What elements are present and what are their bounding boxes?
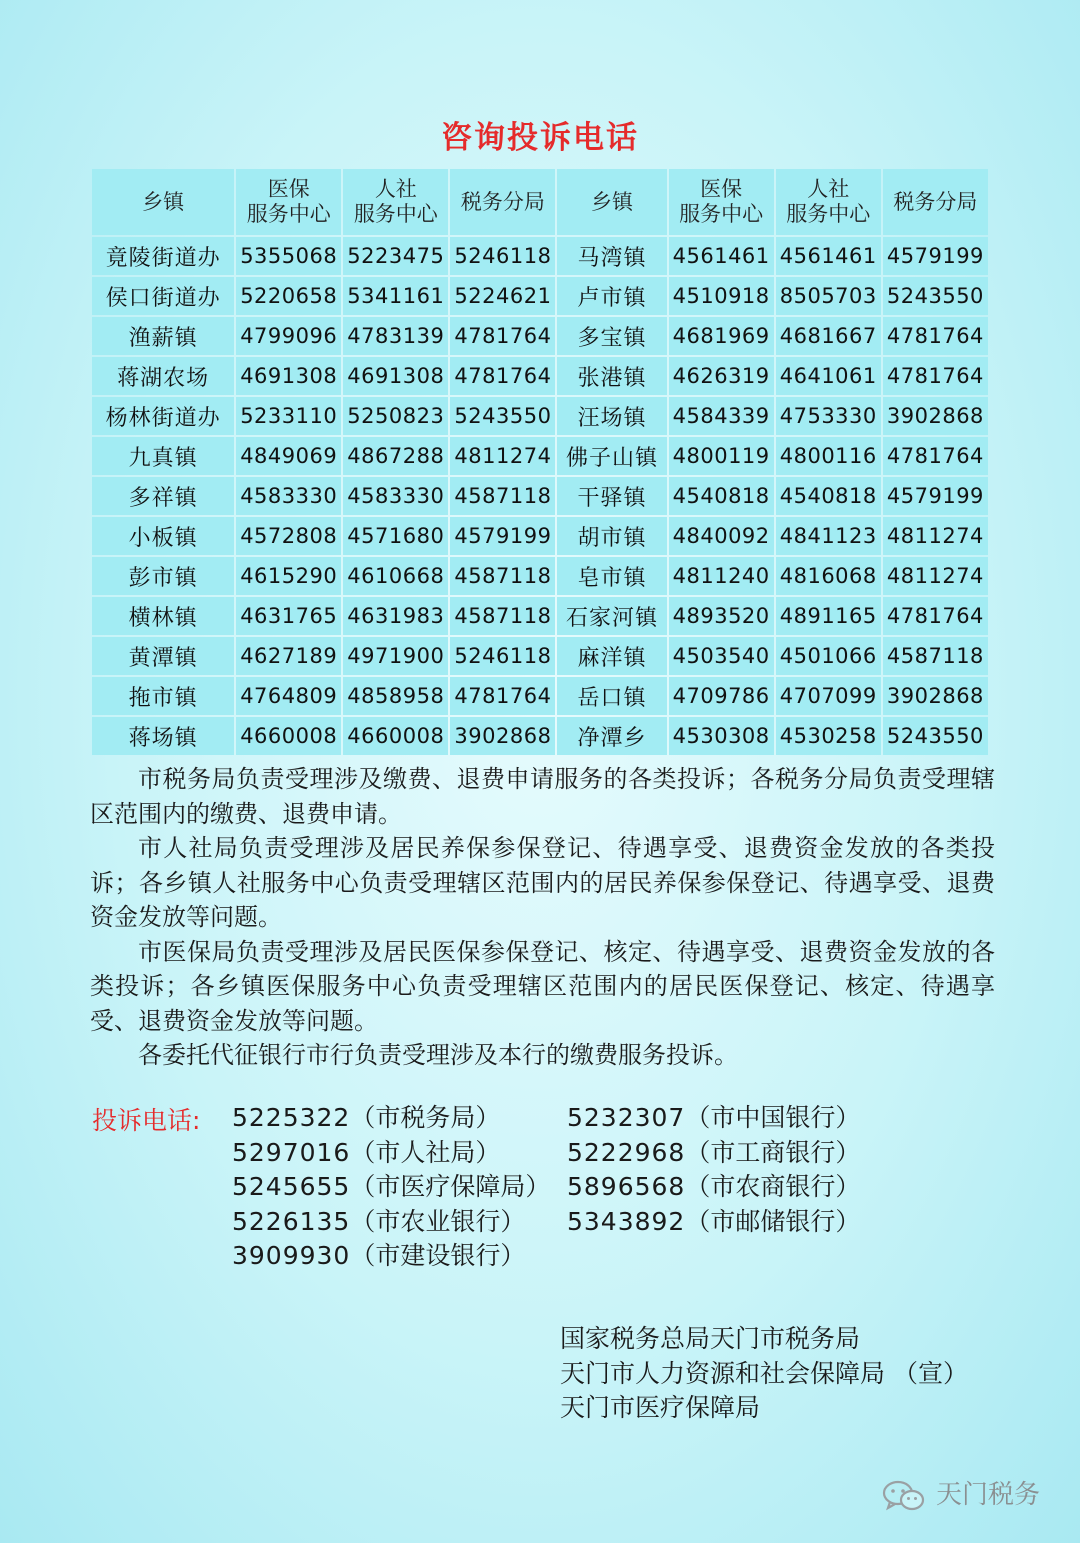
phone-number-cell: 4781764 [450,317,555,355]
town-name-cell: 彭市镇 [92,557,234,595]
town-name-cell: 汪场镇 [557,397,666,435]
phone-number-cell: 4579199 [883,237,988,275]
phone-number-cell: 4615290 [236,557,341,595]
phone-number-cell: 5246118 [450,637,555,675]
phone-number-cell: 5224621 [450,277,555,315]
hotline-org: （市人社局） [350,1137,501,1167]
town-name-cell: 麻洋镇 [557,637,666,675]
table-row [92,277,988,315]
town-name-cell: 拖市镇 [92,677,234,715]
phone-number-cell: 4681667 [776,317,881,355]
phone-number-cell: 3902868 [450,717,555,755]
phone-number-cell: 5341161 [343,277,448,315]
phone-number-cell: 4764809 [236,677,341,715]
phone-number-cell: 5243550 [450,397,555,435]
town-name-cell: 岳口镇 [557,677,666,715]
hotline-number: 5245655 [232,1172,351,1201]
hotline-number: 3909930 [232,1241,351,1270]
phone-number-cell: 4753330 [776,397,881,435]
phone-number-cell: 4781764 [883,437,988,475]
town-name-cell: 皂市镇 [557,557,666,595]
phone-number-cell: 4660008 [343,717,448,755]
phone-number-cell: 4849069 [236,437,341,475]
table-row [92,637,988,675]
phone-number-cell: 4691308 [343,357,448,395]
phone-number-cell: 4501066 [776,637,881,675]
page-title: 咨询投诉电话 [441,120,639,156]
notice-paragraph: 市税务局负责受理涉及缴费、退费申请服务的各类投诉；各税务分局负责受理辖区范围内的缴费、退费申请。 [90,765,995,828]
notice-paragraph: 各委托代征银行市行负责受理涉及本行的缴费服务投诉。 [138,1041,738,1069]
phone-number-cell: 4816068 [776,557,881,595]
table-header-cell: 乡镇 [557,169,666,235]
phone-number-cell: 4584339 [669,397,774,435]
phone-number-cell: 4561461 [669,237,774,275]
hotline-org: （市建设银行） [350,1241,526,1270]
phone-number-cell: 5233110 [236,397,341,435]
hotline-entry [567,1169,860,1205]
phone-number-cell: 4641061 [776,357,881,395]
phone-number-cell: 4540818 [776,477,881,515]
phone-number-cell: 5355068 [236,237,341,275]
phone-number-cell: 4503540 [669,637,774,675]
town-name-cell: 竟陵街道办 [92,237,234,275]
table-row [92,717,988,755]
hotline-number: 5222968 [567,1137,686,1167]
phone-number-cell: 4561461 [776,237,881,275]
table-header-cell: 乡镇 [92,169,234,235]
town-name-cell: 胡市镇 [557,517,666,555]
phone-number-cell: 4867288 [343,437,448,475]
phone-number-cell: 4587118 [450,477,555,515]
phone-number-cell: 4540818 [669,477,774,515]
table-row [92,557,988,595]
signature-line: 天门市医疗保障局 [560,1393,761,1422]
phone-number-cell: 4579199 [450,517,555,555]
table-header-row [92,169,988,235]
phone-number-cell: 4626319 [669,357,774,395]
table-row [92,317,988,355]
town-name-cell: 多宝镇 [557,317,666,355]
hotline-org: （市工商银行） [685,1137,861,1167]
hotline-org: （市税务局） [350,1103,501,1132]
notice-paragraph: 市医保局负责受理涉及居民医保参保登记、核定、待遇享受、退费资金发放的各类投诉；各乡镇医保服务中心负责受理辖区范围内的居民医保登记、核定、待遇享受、退费资金发放等问题。 [90,937,995,1035]
hotline-org: （市中国银行） [685,1103,861,1132]
phone-number-cell: 3902868 [883,397,988,435]
signature-line: 天门市人力资源和社会保障局 （宣） [560,1358,968,1388]
table-header-cell: 人社 服务中心 [776,169,881,235]
phone-number-cell: 3902868 [883,677,988,715]
hotline-entry [567,1135,860,1171]
phone-number-cell: 4587118 [450,557,555,595]
phone-number-cell: 5250823 [343,397,448,435]
notice-paragraph: 市人社局负责受理涉及居民养保参保登记、待遇享受、退费资金发放的各类投诉；各乡镇人社服务中心负责受理辖区范围内的居民养保参保登记、待遇享受、退费资金发放等问题。 [90,834,995,931]
phone-number-cell: 4627189 [236,637,341,675]
phone-number-cell: 4800116 [776,437,881,475]
phone-number-cell: 4579199 [883,477,988,515]
hotline-entry [232,1100,500,1136]
hotline-number: 5297016 [232,1137,351,1167]
town-name-cell: 张港镇 [557,357,666,395]
phone-number-cell: 4800119 [669,437,774,475]
phone-number-cell: 4811274 [450,437,555,475]
phone-number-cell: 4811274 [883,557,988,595]
hotline-entry [232,1238,525,1274]
hotline-org: （市农业银行） [350,1206,526,1236]
table-header-cell: 医保 服务中心 [669,169,774,235]
phone-number-cell: 4583330 [236,477,341,515]
town-name-cell: 渔薪镇 [92,317,234,355]
town-name-cell: 侯口街道办 [92,277,234,315]
phone-number-cell: 4691308 [236,357,341,395]
phone-number-cell: 4781764 [883,357,988,395]
phone-number-cell: 4681969 [669,317,774,355]
phone-number-cell: 4811240 [669,557,774,595]
phone-number-cell: 5223475 [343,237,448,275]
hotline-entry [232,1135,500,1171]
phone-number-cell: 8505703 [776,277,881,315]
hotline-entry [232,1169,550,1205]
hotline-number: 5225322 [232,1103,351,1132]
table-row [92,237,988,275]
table-row [92,517,988,555]
phone-number-cell: 4587118 [883,637,988,675]
phone-number-cell: 4707099 [776,677,881,715]
hotline-entry [567,1204,860,1240]
town-name-cell: 九真镇 [92,437,234,475]
town-name-cell: 佛子山镇 [557,437,666,475]
town-name-cell: 杨林街道办 [92,397,234,435]
phone-number-cell: 5243550 [883,717,988,755]
phone-number-cell: 4891165 [776,597,881,635]
contact-table [90,167,990,757]
phone-number-cell: 4530308 [669,717,774,755]
hotline-number: 5232307 [567,1103,686,1132]
town-name-cell: 黄潭镇 [92,637,234,675]
phone-number-cell: 4530258 [776,717,881,755]
phone-number-cell: 4781764 [450,357,555,395]
phone-number-cell: 4840092 [669,517,774,555]
phone-number-cell: 5220658 [236,277,341,315]
phone-number-cell: 4858958 [343,677,448,715]
town-name-cell: 蒋湖农场 [92,357,234,395]
phone-number-cell: 4631765 [236,597,341,635]
table-row [92,477,988,515]
phone-number-cell: 4510918 [669,277,774,315]
hotline-entry [232,1204,525,1240]
town-name-cell: 卢市镇 [557,277,666,315]
phone-number-cell: 4709786 [669,677,774,715]
table-header-cell: 税务分局 [883,169,988,235]
phone-number-cell: 4583330 [343,477,448,515]
phone-number-cell: 4783139 [343,317,448,355]
table-row [92,357,988,395]
hotline-number: 5343892 [567,1206,686,1236]
phone-number-cell: 4781764 [883,597,988,635]
phone-number-cell: 4971900 [343,637,448,675]
phone-number-cell: 4587118 [450,597,555,635]
town-name-cell: 横林镇 [92,597,234,635]
phone-number-cell: 4841123 [776,517,881,555]
town-name-cell: 石家河镇 [557,597,666,635]
town-name-cell: 马湾镇 [557,237,666,275]
town-name-cell: 多祥镇 [92,477,234,515]
phone-number-cell: 4893520 [669,597,774,635]
hotline-org: （市邮储银行） [685,1206,861,1236]
table-header-cell: 税务分局 [450,169,555,235]
notice-paragraphs [90,762,995,1073]
phone-number-cell: 4781764 [883,317,988,355]
phone-number-cell: 5243550 [883,277,988,315]
hotline-org: （市农商银行） [685,1172,861,1201]
town-name-cell: 蒋场镇 [92,717,234,755]
wechat-icon [882,1480,926,1512]
table-header-cell: 医保 服务中心 [236,169,341,235]
town-name-cell: 干驿镇 [557,477,666,515]
watermark-text: 天门税务 [936,1480,1041,1510]
table-row [92,397,988,435]
phone-number-cell: 4660008 [236,717,341,755]
hotline-number: 5226135 [232,1206,351,1236]
table-header-cell: 人社 服务中心 [343,169,448,235]
phone-number-cell: 4571680 [343,517,448,555]
town-name-cell: 净潭乡 [557,717,666,755]
town-name-cell: 小板镇 [92,517,234,555]
phone-number-cell: 4631983 [343,597,448,635]
signatures [560,1322,968,1426]
phone-number-cell: 4610668 [343,557,448,595]
hotline-org: （市医疗保障局） [350,1172,551,1201]
hotline-number: 5896568 [567,1172,686,1201]
phone-number-cell: 4781764 [450,677,555,715]
phone-number-cell: 4572808 [236,517,341,555]
table-row [92,597,988,635]
table-row [92,437,988,475]
signature-line: 国家税务总局天门市税务局 [560,1324,861,1353]
hotline-entry [567,1100,860,1136]
complaint-label: 投诉电话: [92,1106,201,1135]
phone-number-cell: 4799096 [236,317,341,355]
table-row [92,677,988,715]
phone-number-cell: 4811274 [883,517,988,555]
phone-number-cell: 5246118 [450,237,555,275]
